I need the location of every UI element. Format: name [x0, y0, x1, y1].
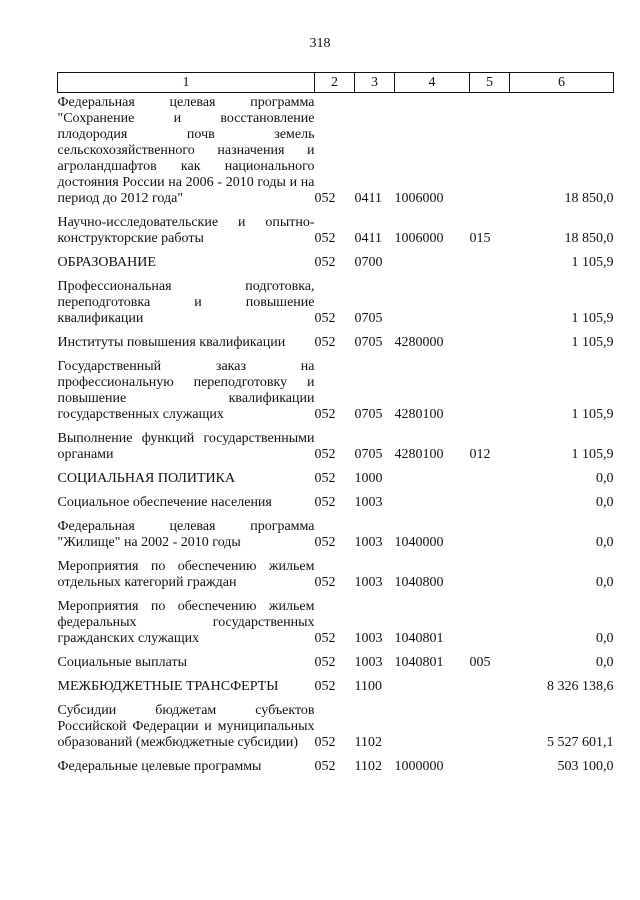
row-expense-type-cell	[470, 353, 510, 425]
header-col-2: 2	[315, 73, 355, 93]
row-admin-code-cell: 052	[314, 495, 336, 510]
row-admin-code-cell: 052	[314, 191, 336, 206]
row-admin-code-cell: 052	[314, 407, 336, 422]
row-target-code-cell: 1040800	[394, 575, 444, 590]
row-name-cell: Государственный заказ на профессиональную переподготовку и повышение квалификации государственных служащих	[57, 359, 315, 422]
table-row	[58, 425, 614, 465]
row-expense-type-cell	[470, 329, 510, 353]
table-row	[58, 273, 614, 329]
row-target-code-cell	[395, 249, 470, 273]
row-target-code-cell: 4280100	[394, 447, 444, 462]
row-target-code-cell	[395, 465, 470, 489]
row-section-code-cell: 0411	[354, 231, 382, 246]
row-amount-cell: 0,0	[596, 575, 614, 590]
table-row	[58, 513, 614, 553]
row-admin-code-cell: 052	[314, 255, 336, 270]
row-amount-cell: 1 105,9	[571, 447, 614, 462]
row-target-code-cell: 1040000	[394, 535, 444, 550]
row-amount-cell: 0,0	[596, 495, 614, 510]
table-row	[58, 489, 614, 513]
page-number: 318	[309, 36, 331, 51]
row-amount-cell: 0,0	[596, 655, 614, 670]
row-target-code-cell	[395, 697, 470, 753]
row-admin-code-cell: 052	[314, 535, 336, 550]
row-expense-type-cell	[470, 553, 510, 593]
row-expense-type-cell	[470, 513, 510, 553]
row-amount-cell: 1 105,9	[571, 255, 614, 270]
row-name-cell: Социальные выплаты	[57, 655, 188, 670]
row-target-code-cell	[395, 673, 470, 697]
table-row	[58, 697, 614, 753]
row-section-code-cell: 0705	[354, 335, 383, 350]
row-target-code-cell: 1040801	[394, 655, 444, 670]
header-col-5: 5	[470, 73, 510, 93]
row-name-cell: Научно-исследовательские и опытно-конструкторские работы	[57, 215, 315, 246]
row-target-code-cell	[395, 489, 470, 513]
row-name-cell: Институты повышения квалификации	[57, 335, 286, 350]
row-target-code-cell: 4280100	[394, 407, 444, 422]
row-section-code-cell: 0705	[354, 447, 383, 462]
row-admin-code-cell: 052	[314, 575, 336, 590]
row-target-code-cell: 4280000	[394, 335, 444, 350]
row-section-code-cell: 0411	[354, 191, 382, 206]
row-section-code-cell: 1003	[354, 655, 383, 670]
row-expense-type-cell	[470, 673, 510, 697]
row-name-cell: СОЦИАЛЬНАЯ ПОЛИТИКА	[57, 471, 236, 486]
row-amount-cell: 18 850,0	[564, 231, 614, 246]
table-row	[58, 649, 614, 673]
header-col-6: 6	[510, 73, 614, 93]
row-admin-code-cell: 052	[314, 311, 336, 326]
table-row	[58, 329, 614, 353]
header-col-4: 4	[395, 73, 470, 93]
row-name-cell: Мероприятия по обеспечению жильем федеральных государственных гражданских служащих	[57, 599, 315, 646]
row-target-code-cell: 1006000	[394, 191, 444, 206]
row-expense-type-cell: 005	[469, 655, 491, 670]
row-target-code-cell: 1006000	[394, 231, 444, 246]
table-row	[58, 249, 614, 273]
table-row	[58, 593, 614, 649]
table-row	[58, 93, 614, 210]
row-section-code-cell: 1003	[354, 535, 383, 550]
row-section-code-cell: 1100	[354, 679, 382, 694]
row-amount-cell: 1 105,9	[571, 311, 614, 326]
header-col-1: 1	[58, 73, 315, 93]
row-name-cell: Выполнение функций государственными органами	[57, 431, 315, 462]
row-expense-type-cell	[470, 593, 510, 649]
row-admin-code-cell: 052	[314, 335, 336, 350]
row-section-code-cell: 1000	[354, 471, 383, 486]
row-name-cell: ОБРАЗОВАНИЕ	[57, 255, 156, 270]
row-name-cell: Профессиональная подготовка, переподготовка и повышение квалификации	[57, 279, 315, 326]
row-name-cell: Федеральная целевая программа "Сохранение и восстановление плодородия почв земель сельскохозяйственного назначения и агроландшафтов как национального достояния России на 2006 - 2010 годы и на период до 2012 года"	[57, 95, 315, 206]
table-row	[58, 353, 614, 425]
budget-table	[57, 72, 614, 777]
row-admin-code-cell: 052	[314, 735, 336, 750]
table-row	[58, 753, 614, 777]
row-target-code-cell: 1000000	[394, 759, 444, 774]
row-name-cell: Мероприятия по обеспечению жильем отдельных категорий граждан	[57, 559, 315, 590]
row-amount-cell: 18 850,0	[564, 191, 614, 206]
row-expense-type-cell	[470, 93, 510, 210]
row-section-code-cell: 1003	[354, 575, 383, 590]
row-expense-type-cell	[470, 489, 510, 513]
table-row	[58, 553, 614, 593]
row-name-cell: МЕЖБЮДЖЕТНЫЕ ТРАНСФЕРТЫ	[57, 679, 279, 694]
row-target-code-cell: 1040801	[394, 631, 444, 646]
row-section-code-cell: 1102	[354, 735, 382, 750]
row-expense-type-cell	[470, 465, 510, 489]
row-section-code-cell: 1003	[354, 495, 383, 510]
row-expense-type-cell: 012	[469, 447, 491, 462]
row-admin-code-cell: 052	[314, 679, 336, 694]
row-expense-type-cell	[470, 753, 510, 777]
table-row	[58, 465, 614, 489]
row-amount-cell: 1 105,9	[571, 335, 614, 350]
row-amount-cell: 0,0	[596, 631, 614, 646]
row-name-cell: Федеральная целевая программа "Жилище" на 2002 - 2010 годы	[57, 519, 315, 550]
row-section-code-cell: 0705	[354, 311, 383, 326]
header-col-3: 3	[355, 73, 395, 93]
table-row	[58, 673, 614, 697]
table-row	[58, 209, 614, 249]
row-admin-code-cell: 052	[314, 447, 336, 462]
row-admin-code-cell: 052	[314, 631, 336, 646]
header-row	[58, 73, 614, 93]
row-section-code-cell: 1003	[354, 631, 383, 646]
table-body	[58, 93, 614, 778]
row-admin-code-cell: 052	[314, 471, 336, 486]
row-amount-cell: 0,0	[596, 471, 614, 486]
row-amount-cell: 8 326 138,6	[547, 679, 614, 694]
row-expense-type-cell	[470, 697, 510, 753]
row-expense-type-cell	[470, 249, 510, 273]
row-expense-type-cell: 015	[469, 231, 491, 246]
row-name-cell: Субсидии бюджетам субъектов Российской Федерации и муниципальных образований (межбюджетные субсидии)	[57, 703, 315, 750]
row-expense-type-cell	[470, 273, 510, 329]
row-target-code-cell	[395, 273, 470, 329]
row-amount-cell: 5 527 601,1	[547, 735, 614, 750]
row-admin-code-cell: 052	[314, 759, 336, 774]
row-admin-code-cell: 052	[314, 231, 336, 246]
row-amount-cell: 0,0	[596, 535, 614, 550]
row-section-code-cell: 0705	[354, 407, 383, 422]
row-amount-cell: 503 100,0	[557, 759, 614, 774]
row-name-cell: Федеральные целевые программы	[57, 759, 262, 774]
row-section-code-cell: 0700	[354, 255, 383, 270]
row-amount-cell: 1 105,9	[571, 407, 614, 422]
row-admin-code-cell: 052	[314, 655, 336, 670]
row-section-code-cell: 1102	[354, 759, 382, 774]
row-name-cell: Социальное обеспечение населения	[57, 495, 272, 510]
